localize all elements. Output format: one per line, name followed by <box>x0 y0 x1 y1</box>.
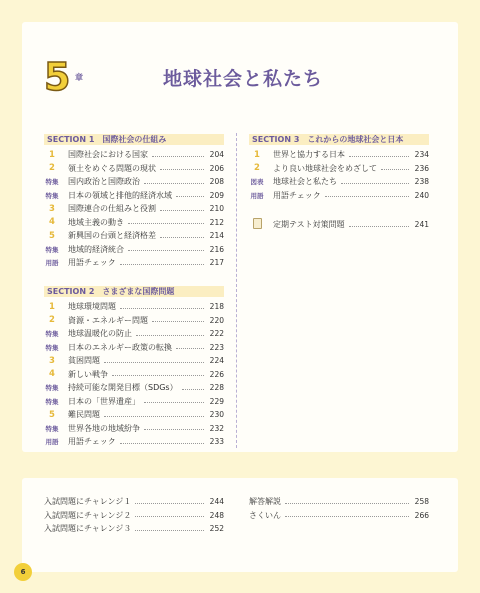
row-page: 206 <box>209 163 224 173</box>
row-marker: 5 <box>49 409 55 420</box>
row-page: 217 <box>209 258 224 268</box>
row-title: 難民問題 <box>68 410 100 420</box>
row-page: 266 <box>414 510 429 520</box>
row-page: 236 <box>414 163 429 173</box>
row-title: 資源・エネルギー問題 <box>68 315 148 325</box>
row-marker: 特集 <box>45 343 59 352</box>
row-marker: 1 <box>254 149 260 160</box>
toc-row[interactable] <box>44 314 224 328</box>
row-title: 地球社会と私たち <box>273 177 337 187</box>
toc-row[interactable] <box>44 495 224 509</box>
row-page: 208 <box>209 177 224 187</box>
book-icon <box>249 218 265 232</box>
row-title: 定期テスト対策問題 <box>273 220 345 230</box>
row-title: 入試問題にチャレンジ２ <box>44 510 132 520</box>
dot-leader <box>182 388 204 390</box>
dot-leader <box>135 529 204 531</box>
row-page: 223 <box>209 342 224 352</box>
row-title: 日本の「世界遺産」 <box>68 396 140 406</box>
row-title: 持続可能な開発目標（SDGs） <box>68 383 178 393</box>
dot-leader <box>152 320 204 322</box>
toc-row[interactable] <box>44 202 224 216</box>
row-marker: 2 <box>49 163 55 174</box>
dot-leader <box>325 195 409 197</box>
row-title: 日本のエネルギー政策の転換 <box>68 342 172 352</box>
dot-leader <box>135 515 204 517</box>
toc-row[interactable] <box>44 422 224 436</box>
row-title: 新興国の台頭と経済格差 <box>68 231 156 241</box>
section-3 <box>249 134 429 232</box>
row-title: さくいん <box>249 510 281 520</box>
row-page: 230 <box>209 410 224 420</box>
toc-row[interactable] <box>249 148 429 162</box>
row-marker: 用語 <box>250 191 264 200</box>
toc-row[interactable] <box>249 189 429 203</box>
row-page: 220 <box>209 315 224 325</box>
toc-row[interactable] <box>44 354 224 368</box>
row-marker: 2 <box>254 163 260 174</box>
dot-leader <box>349 155 409 157</box>
row-marker: 特集 <box>45 397 59 406</box>
dot-leader <box>136 334 204 336</box>
row-marker: 特集 <box>45 178 59 187</box>
row-marker: 1 <box>49 149 55 160</box>
row-title: 新しい戦争 <box>68 369 108 379</box>
row-page: 229 <box>209 396 224 406</box>
row-title: より良い地球社会をめざして <box>273 163 377 173</box>
dot-leader <box>381 168 409 170</box>
toc-row[interactable] <box>44 189 224 203</box>
row-title: 貧困問題 <box>68 356 100 366</box>
row-title: 用語チェック <box>273 190 321 200</box>
row-marker: 図表 <box>250 178 264 187</box>
dot-leader <box>104 415 204 417</box>
toc-row[interactable] <box>249 509 429 523</box>
row-page: 244 <box>209 497 224 507</box>
toc-row[interactable] <box>44 256 224 270</box>
toc-row[interactable] <box>44 522 224 536</box>
dot-leader <box>112 374 204 376</box>
row-marker: 用語 <box>45 438 59 447</box>
row-page: 252 <box>209 524 224 534</box>
row-page: 240 <box>414 190 429 200</box>
row-page: 238 <box>414 177 429 187</box>
row-title: 地域主義の動き <box>68 217 124 227</box>
row-page: 241 <box>414 220 429 230</box>
row-title: 日本の領域と排他的経済水域 <box>68 190 172 200</box>
toc-row[interactable] <box>44 408 224 422</box>
dot-leader <box>152 155 204 157</box>
dot-leader <box>176 347 204 349</box>
dot-leader <box>135 502 204 504</box>
row-title: 地球温暖化の防止 <box>68 329 132 339</box>
toc-row[interactable] <box>44 381 224 395</box>
chapter-label: 章 <box>75 73 83 82</box>
page-number: 6 <box>14 563 32 581</box>
dot-leader <box>104 361 204 363</box>
dot-leader <box>120 442 204 444</box>
row-title: 国際連合の仕組みと役割 <box>68 204 156 214</box>
row-page: 209 <box>209 190 224 200</box>
row-marker: 特集 <box>45 191 59 200</box>
row-marker: 特集 <box>45 245 59 254</box>
section-number: SECTION 3 <box>252 135 300 144</box>
toc-row[interactable] <box>44 327 224 341</box>
dot-leader <box>160 236 204 238</box>
row-title: 世界各地の地域紛争 <box>68 423 140 433</box>
row-page: 234 <box>414 150 429 160</box>
row-marker: 特集 <box>45 384 59 393</box>
row-page: 233 <box>209 437 224 447</box>
toc-row[interactable] <box>44 148 224 162</box>
row-marker: 2 <box>49 315 55 326</box>
row-page: 224 <box>209 356 224 366</box>
toc-row[interactable] <box>44 395 224 409</box>
test-row[interactable] <box>249 218 429 232</box>
section-title: 国際社会の仕組み <box>102 135 167 144</box>
appendix-left <box>44 495 224 536</box>
row-page: 226 <box>209 369 224 379</box>
section-number: SECTION 2 <box>47 287 95 296</box>
appendix-right <box>249 495 429 522</box>
row-page: 248 <box>209 510 224 520</box>
dot-leader <box>160 168 204 170</box>
row-page: 210 <box>209 204 224 214</box>
toc-row[interactable] <box>44 216 224 230</box>
section-1 <box>44 134 224 270</box>
row-title: 国際社会における国家 <box>68 150 148 160</box>
row-page: 222 <box>209 329 224 339</box>
row-title: 入試問題にチャレンジ１ <box>44 497 132 507</box>
row-page: 212 <box>209 217 224 227</box>
section-2 <box>44 286 224 449</box>
toc-row[interactable] <box>249 175 429 189</box>
row-title: 国内政治と国際政治 <box>68 177 140 187</box>
row-title: 領土をめぐる問題の現状 <box>68 163 156 173</box>
row-marker: 1 <box>49 301 55 312</box>
row-marker: 特集 <box>45 424 59 433</box>
chapter-title: 地球社会と私たち <box>163 68 324 90</box>
row-title: 地域的経済統合 <box>68 244 124 254</box>
row-marker: 4 <box>49 217 55 228</box>
row-marker: 用語 <box>45 259 59 268</box>
toc-row[interactable] <box>44 229 224 243</box>
row-page: 258 <box>414 497 429 507</box>
row-title: 入試問題にチャレンジ３ <box>44 524 132 534</box>
dot-leader <box>120 263 204 265</box>
row-marker: 5 <box>49 230 55 241</box>
toc-row[interactable] <box>44 175 224 189</box>
dot-leader <box>144 428 204 430</box>
row-page: 216 <box>209 244 224 254</box>
row-title: 世界と協力する日本 <box>273 150 345 160</box>
dot-leader <box>160 209 204 211</box>
toc-row[interactable] <box>44 435 224 449</box>
row-page: 204 <box>209 150 224 160</box>
dot-leader <box>128 249 204 251</box>
toc-row[interactable] <box>249 162 429 176</box>
section-number: SECTION 1 <box>47 135 95 144</box>
row-page: 218 <box>209 302 224 312</box>
column-divider <box>236 133 237 448</box>
section-title: これからの地球社会と日本 <box>307 135 404 144</box>
dot-leader <box>285 515 409 517</box>
row-marker: 3 <box>49 203 55 214</box>
row-page: 228 <box>209 383 224 393</box>
chapter-number: 5 <box>44 55 71 99</box>
row-title: 用語チェック <box>68 258 116 268</box>
dot-leader <box>120 307 204 309</box>
row-marker: 特集 <box>45 330 59 339</box>
row-title: 解答解説 <box>249 497 281 507</box>
row-page: 232 <box>209 423 224 433</box>
toc-row[interactable] <box>44 243 224 257</box>
dot-leader <box>349 225 409 227</box>
row-title: 地球環境問題 <box>68 302 116 312</box>
dot-leader <box>176 195 204 197</box>
section-1-header <box>44 134 224 145</box>
dot-leader <box>128 222 204 224</box>
toc-row[interactable] <box>44 509 224 523</box>
dot-leader <box>144 401 204 403</box>
section-3-header <box>249 134 429 145</box>
row-page: 214 <box>209 231 224 241</box>
section-title: さまざまな国際問題 <box>102 287 175 296</box>
row-title: 用語チェック <box>68 437 116 447</box>
dot-leader <box>285 502 409 504</box>
row-marker: 4 <box>49 369 55 380</box>
section-2-header <box>44 286 224 297</box>
dot-leader <box>144 182 204 184</box>
row-marker: 3 <box>49 355 55 366</box>
dot-leader <box>341 182 409 184</box>
toc-row[interactable] <box>44 368 224 382</box>
toc-row[interactable] <box>44 300 224 314</box>
toc-row[interactable] <box>44 341 224 355</box>
toc-row[interactable] <box>249 495 429 509</box>
toc-row[interactable] <box>44 162 224 176</box>
